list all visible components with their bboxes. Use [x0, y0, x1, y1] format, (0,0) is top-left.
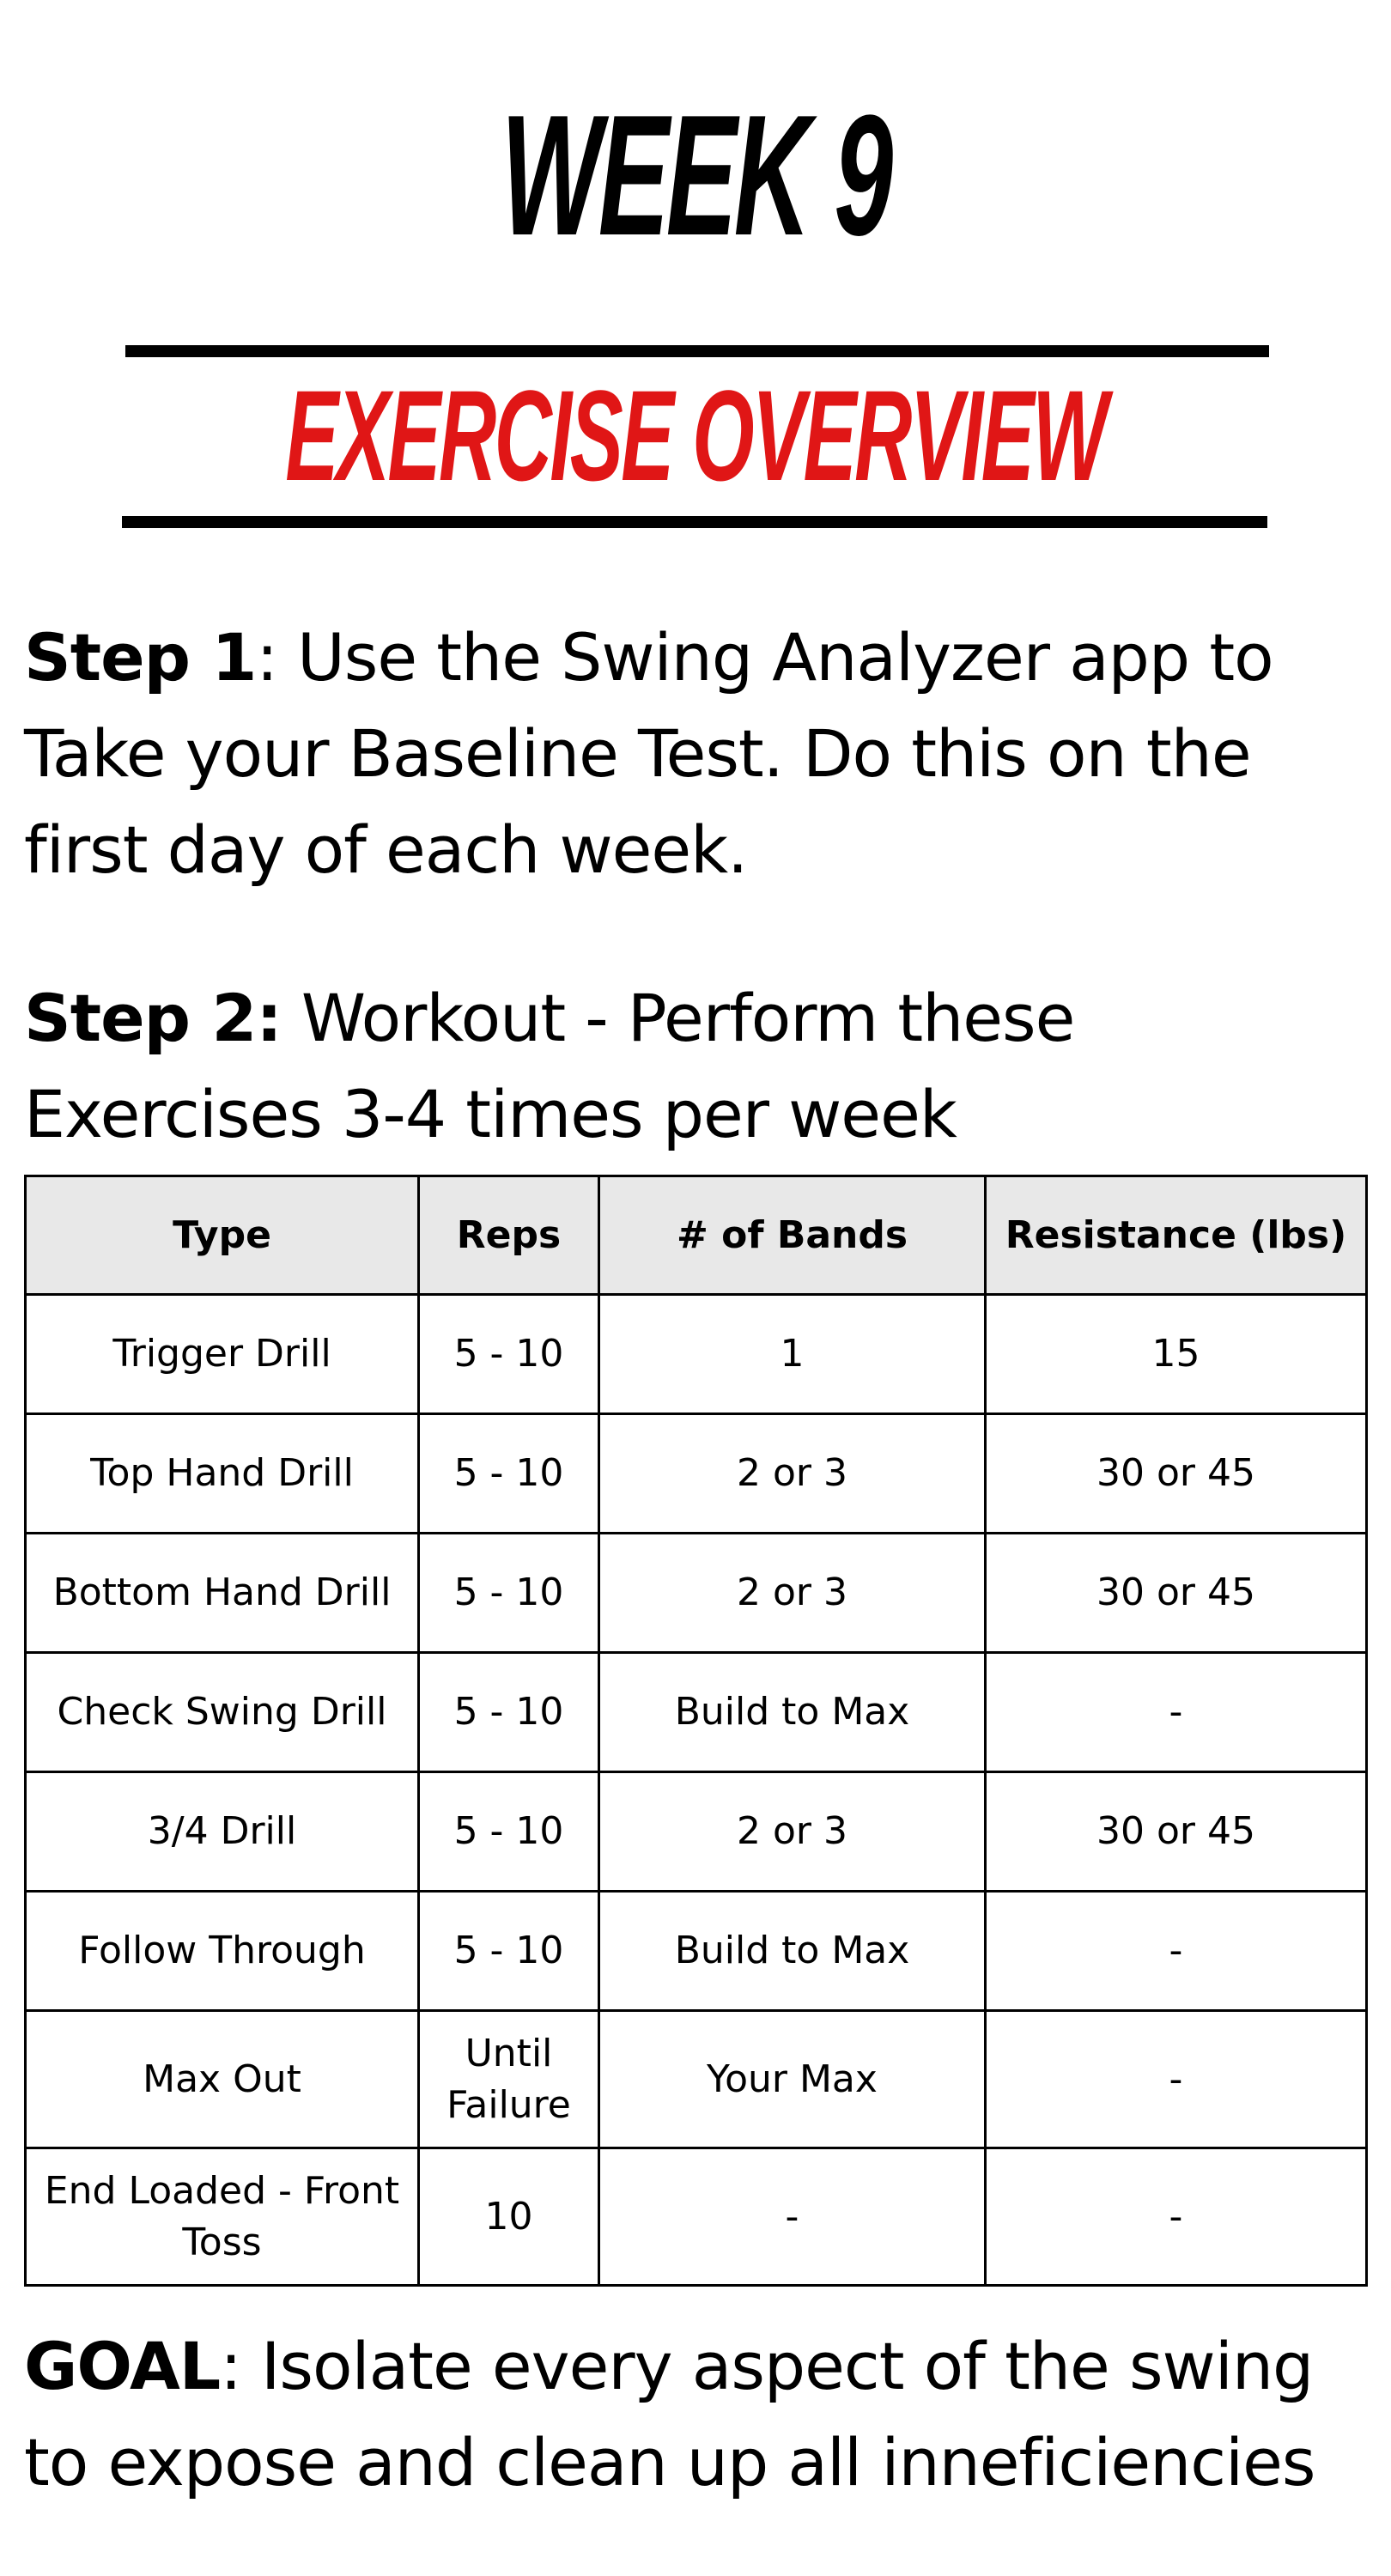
cell-bands: 2 or 3	[599, 1534, 986, 1653]
cell-type: Check Swing Drill	[26, 1653, 419, 1772]
cell-reps: 5 - 10	[419, 1653, 599, 1772]
goal-text: : Isolate every aspect of the swing to expose and clean up all inneficiencies	[24, 2328, 1315, 2500]
cell-resistance: 15	[986, 1295, 1367, 1414]
page-title: WEEK 9	[501, 80, 890, 271]
step-2-label: Step 2:	[24, 980, 282, 1056]
table-row	[26, 1772, 1367, 1892]
cell-reps: Until Failure	[419, 2011, 599, 2148]
cell-reps: 5 - 10	[419, 1414, 599, 1534]
step-1-paragraph	[24, 610, 1372, 898]
table-row	[26, 1653, 1367, 1772]
cell-type: End Loaded - Front Toss	[26, 2148, 419, 2286]
table-row	[26, 2011, 1367, 2148]
cell-reps: 5 - 10	[419, 1534, 599, 1653]
header-bands: # of Bands	[599, 1176, 986, 1295]
cell-resistance: 30 or 45	[986, 1772, 1367, 1892]
step-2-text: Workout - Perform these Exercises 3-4 times per week	[24, 980, 1075, 1152]
cell-bands: Your Max	[599, 2011, 986, 2148]
section-subtitle: EXERCISE OVERVIEW	[285, 363, 1106, 507]
cell-type: Bottom Hand Drill	[26, 1534, 419, 1653]
header-reps: Reps	[419, 1176, 599, 1295]
step-2-paragraph	[24, 970, 1372, 1163]
top-divider	[125, 345, 1269, 357]
table-row	[26, 1414, 1367, 1534]
cell-type: Trigger Drill	[26, 1295, 419, 1414]
goal-paragraph	[24, 2318, 1381, 2511]
cell-bands: Build to Max	[599, 1892, 986, 2011]
cell-reps: 5 - 10	[419, 1295, 599, 1414]
header-resistance: Resistance (lbs)	[986, 1176, 1367, 1295]
step-1-text: : Use the Swing Analyzer app to Take your Baseline Test. Do this on the first day of each week.	[24, 619, 1273, 888]
table-header-row	[26, 1176, 1367, 1295]
cell-reps: 5 - 10	[419, 1772, 599, 1892]
cell-reps: 5 - 10	[419, 1892, 599, 2011]
cell-bands: 2 or 3	[599, 1414, 986, 1534]
cell-type: Max Out	[26, 2011, 419, 2148]
cell-resistance: 30 or 45	[986, 1414, 1367, 1534]
cell-resistance: -	[986, 2148, 1367, 2286]
table-row	[26, 2148, 1367, 2286]
cell-bands: Build to Max	[599, 1653, 986, 1772]
table-row	[26, 1534, 1367, 1653]
step-1-label: Step 1	[24, 619, 257, 696]
cell-resistance: -	[986, 1892, 1367, 2011]
table-row	[26, 1892, 1367, 2011]
header-type: Type	[26, 1176, 419, 1295]
cell-type: Follow Through	[26, 1892, 419, 2011]
cell-resistance: -	[986, 2011, 1367, 2148]
exercise-table	[24, 1175, 1368, 2287]
table-row	[26, 1295, 1367, 1414]
cell-reps: 10	[419, 2148, 599, 2286]
cell-type: 3/4 Drill	[26, 1772, 419, 1892]
goal-label: GOAL	[24, 2328, 221, 2404]
cell-resistance: -	[986, 1653, 1367, 1772]
cell-bands: -	[599, 2148, 986, 2286]
cell-bands: 1	[599, 1295, 986, 1414]
cell-bands: 2 or 3	[599, 1772, 986, 1892]
cell-resistance: 30 or 45	[986, 1534, 1367, 1653]
bottom-divider	[122, 516, 1267, 528]
cell-type: Top Hand Drill	[26, 1414, 419, 1534]
